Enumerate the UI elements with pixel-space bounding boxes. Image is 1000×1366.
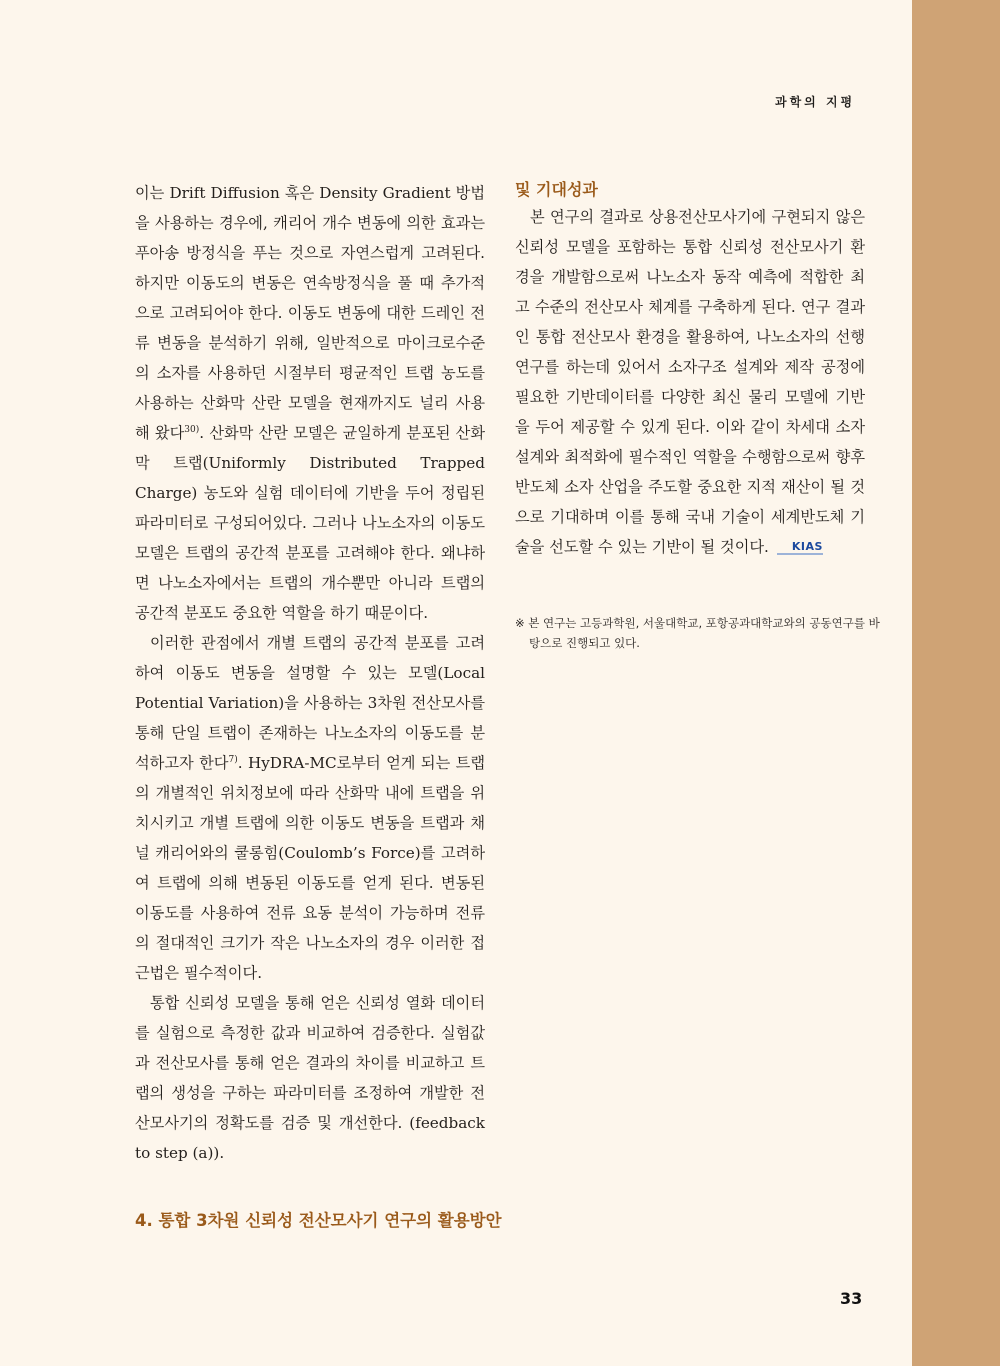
decorative-sidebar bbox=[912, 0, 1000, 1366]
section-heading: 4. 통합 3차원 신뢰성 전산모사기 연구의 활용방안 bbox=[135, 1211, 502, 1230]
subsection-heading: 및 기대성과 bbox=[515, 180, 598, 199]
right-column bbox=[515, 178, 865, 562]
body-paragraph: 이러한 관점에서 개별 트랩의 공간적 분포를 고려하여 이동도 변동을 설명할 수 있는 모델(Local Potential Variation)을 사용하는 3차원 전산모사를 통해 단일 트랩이 존재하는 나노소자의 이동도를 분석하고자 한다$^{7)}$. HyDRA-MC로부터 얻게 되는 트랩의 개별적인 위치정보에 따라 산화막 내에 트랩을 위치시키고 개별 트랩에 의한 이동도 변동을 트랩과 채널 캐리어와의 쿨롱힘(Coulomb’s Force)를 고려하여 트랩에 의해 변동된 이동도를 얻게 된다. 변동된 이동도를 사용하여 전류 요동 분석이 가능하며 전류의 절대적인 크기가 작은 나노소자의 경우 이러한 접근법은 필수적이다. bbox=[135, 634, 486, 982]
body-paragraph: 이는 Drift Diffusion 혹은 Density Gradient 방법을 사용하는 경우에, 캐리어 개수 변동에 의한 효과는 푸아송 방정식을 푸는 것으로 자연스럽게 고려된다. 하지만 이동도의 변동은 연속방정식을 풀 때 추가적으로 고려되어야 한다. 이동도 변동에 대한 드레인 전류 변동을 분석하기 위해, 일반적으로 마이크로수준의 소자를 사용하던 시절부터 평균적인 트랩 농도를 사용하는 산화막 산란 모델을 현재까지도 널리 사용해 왔다$^{30)}$. 산화막 산란 모델은 균일하게 분포된 산화막 트랩(Uniformly Distributed Trapped Charge) 농도와 실험 데이터에 기반을 두어 정립된 파라미터로 구성되어있다. 그러나 나노소자의 이동도 모델은 트랩의 공간적 분포를 고려해야 한다. 왜냐하면 나노소자에서는 트랩의 개수뿐만 아니라 트랩의 공간적 분포도 중요한 역할을 하기 때문이다. bbox=[135, 184, 486, 622]
body-paragraph: 본 연구의 결과로 상용전산모사기에 구현되지 않은 신뢰성 모델을 포함하는 통합 신뢰성 전산모사기 환경을 개발함으로써 나노소자 동작 예측에 적합한 최고 수준의 전산모사 체계를 구축하게 된다. 연구 결과인 통합 전산모사 환경을 활용하여, 나노소자의 선행연구를 하는데 있어서 소자구조 설계와 제작 공정에 필요한 기반데이터를 다양한 최신 물리 모델에 기반을 두어 제공할 수 있게 된다. 이와 같이 차세대 소자설계와 최적화에 필수적인 역할을 수행함으로써 향후 반도체 소자 산업을 주도할 중요한 지적 재산이 될 것으로 기대하며 이를 통해 국내 기술이 세계반도체 기술을 선도할 수 있는 기반이 될 것이다. KIAS bbox=[515, 208, 865, 556]
footnote: ※ 본 연구는 고등과학원, 서울대학교, 포항공과대학교와의 공동연구를 바탕으로 진행되고 있다. bbox=[515, 616, 880, 650]
kias-logo: KIAS bbox=[777, 541, 823, 555]
page-number: 33 bbox=[840, 1289, 863, 1308]
left-column bbox=[135, 178, 485, 1168]
citation-ref: 7) bbox=[228, 754, 238, 765]
citation-ref: 30) bbox=[184, 424, 200, 435]
running-head: 과학의 지평 bbox=[775, 95, 856, 109]
body-paragraph: 통합 신뢰성 모델을 통해 얻은 신뢰성 열화 데이터를 실험으로 측정한 값과 비교하여 검증한다. 실험값과 전산모사를 통해 얻은 결과의 차이를 비교하고 트랩의 생성을 구하는 파라미터를 조정하여 개발한 전산모사기의 정확도를 검증 및 개선한다. (feedback to step (a)). bbox=[135, 994, 485, 1162]
